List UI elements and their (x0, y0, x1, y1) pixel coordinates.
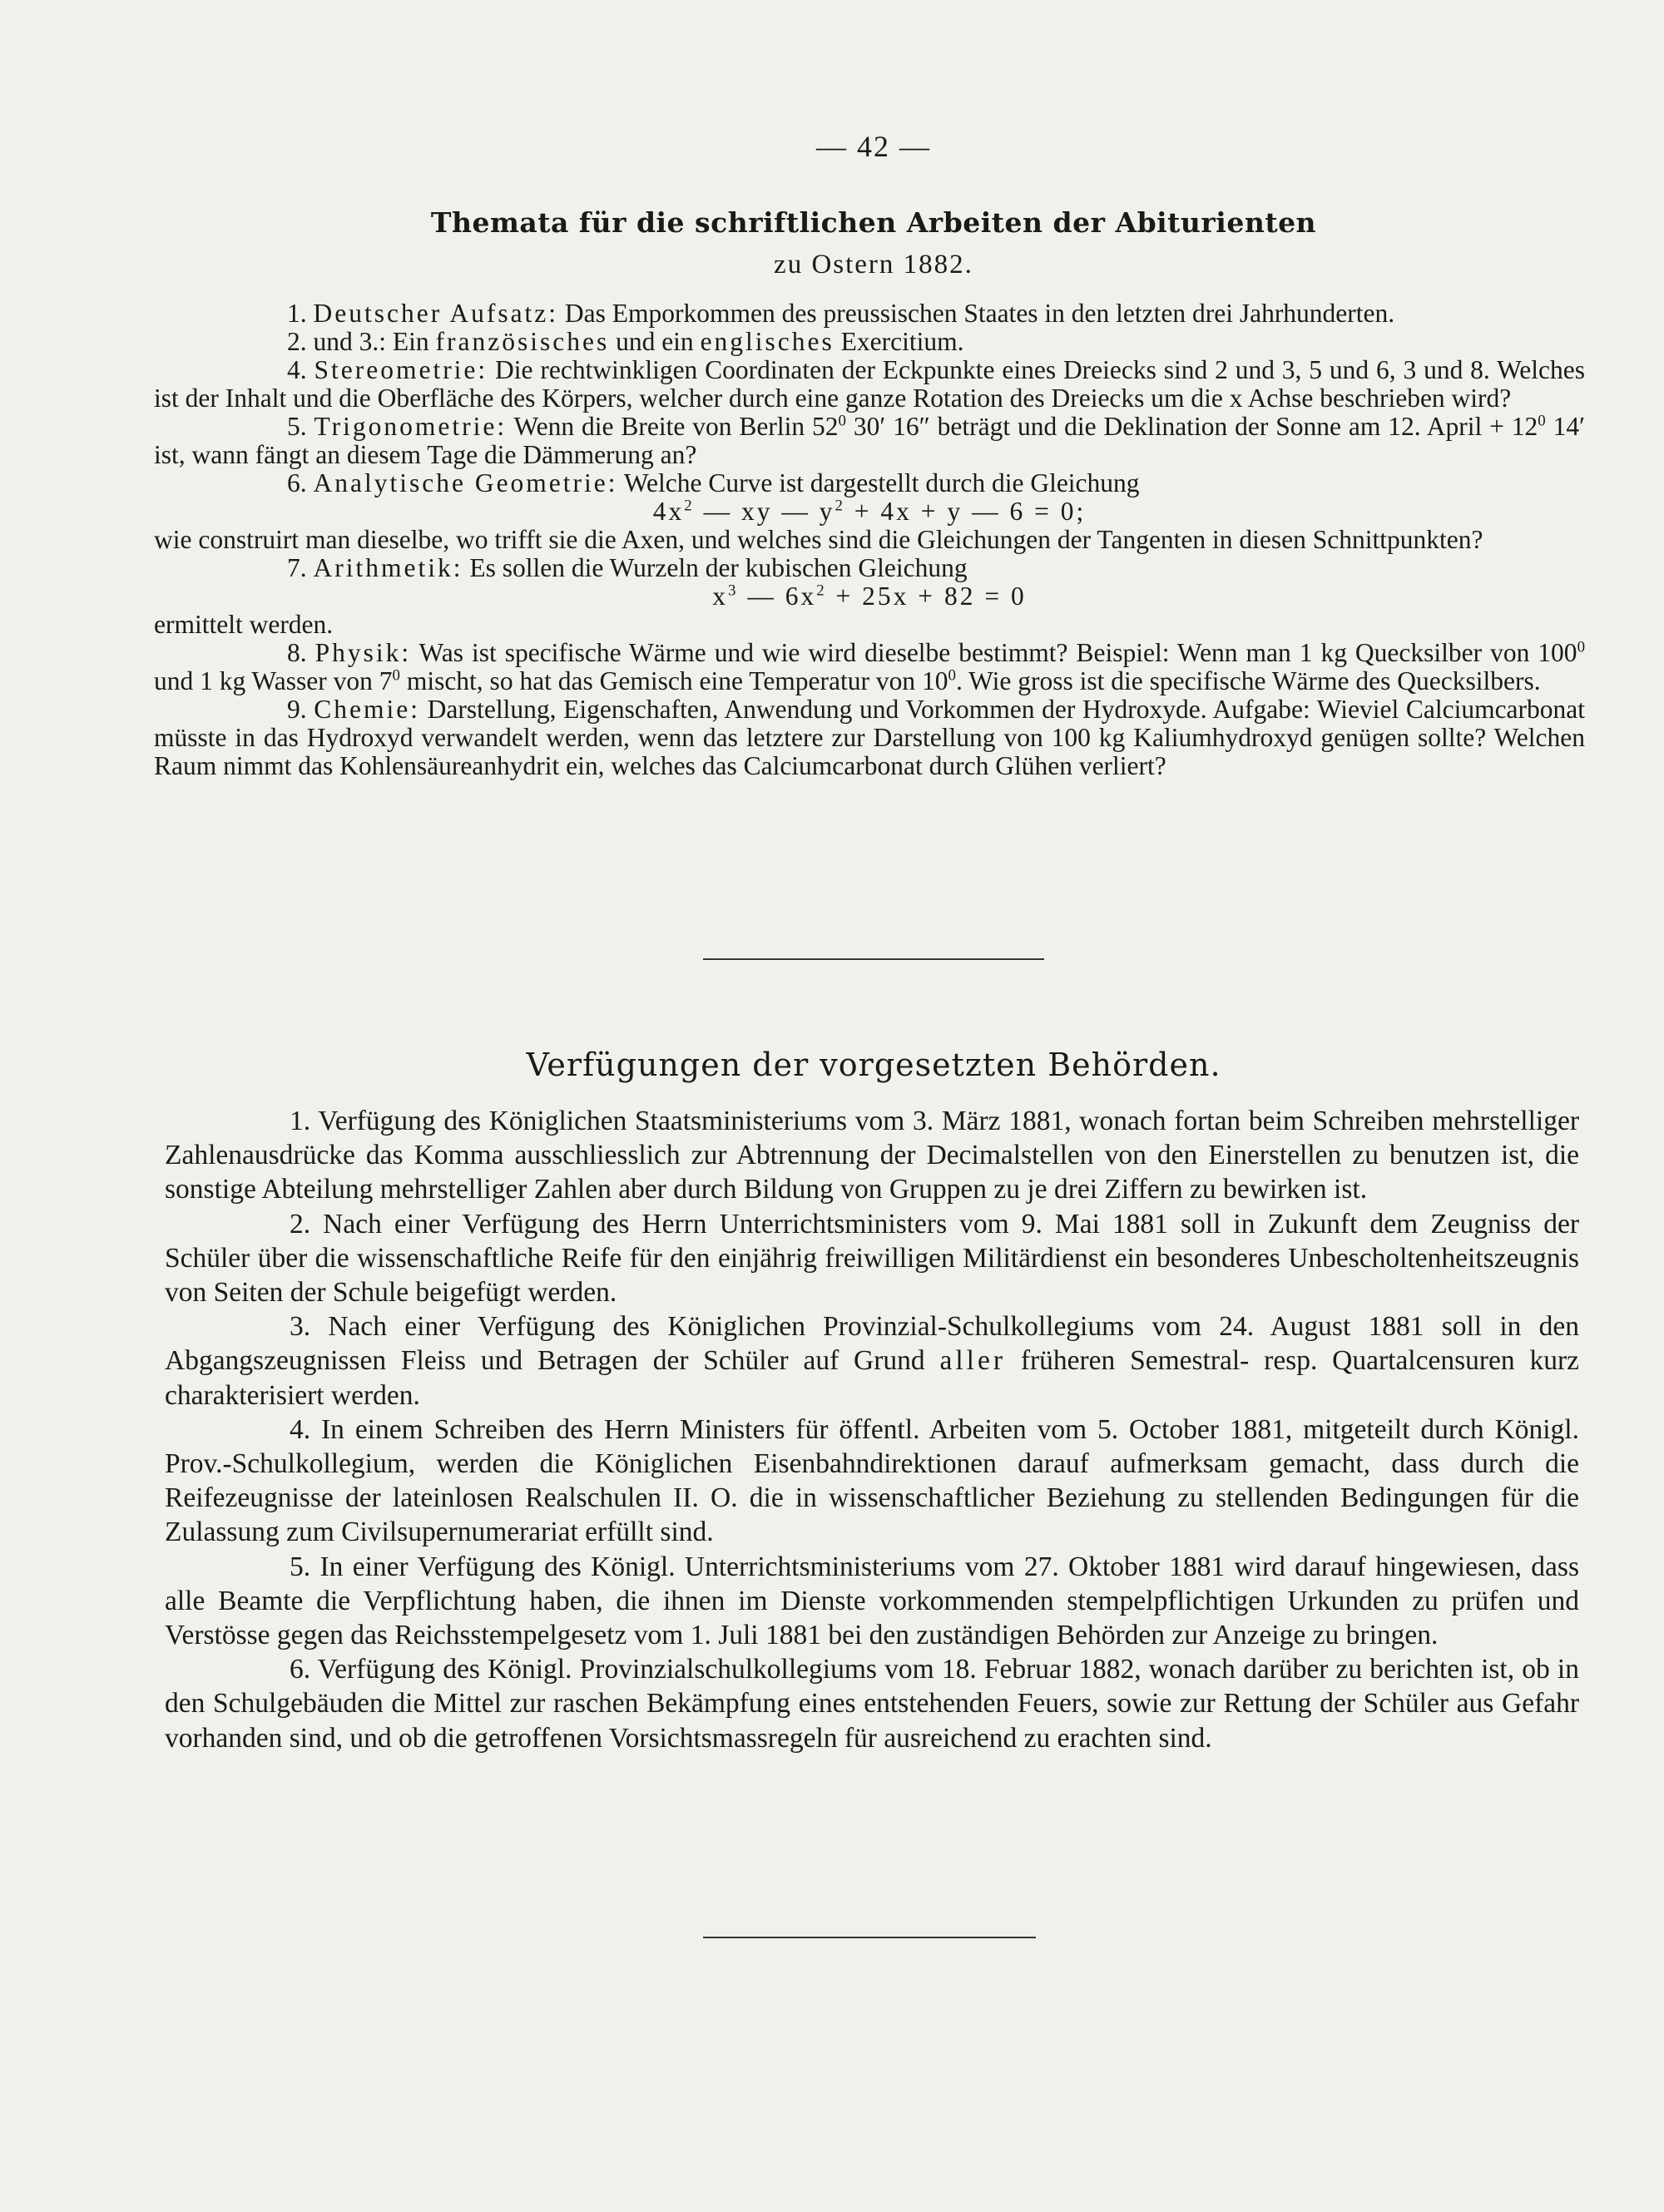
directive-item-6: 6. Verfügung des Königl. Provinzialschulkollegiums vom 18. Februar 1882, wonach darüber zu berichten ist, ob in den Schulgebäuden die Mittel zur raschen Bekämpfung eines entstehenden Feuers, sowie zur Rettung der Schüler aus Gefahr vorhanden sind, und ob die getroffenen Vorsichtsmassregeln für ausreichend zu erachten sind. (165, 1654, 1579, 1754)
topic-item-9: 9. Chemie: Darstellung, Eigenschaften, Anwendung und Vorkommen der Hydroxyde. Aufgabe: Wieviel Calciumcarbonat müsste in das Hydroxyd verwandelt werden, wenn das letztere zur Darstellung von 100 kg Kaliumhydroxyd genügen sollte? Welchen Raum nimmt das Kohlensäureanhydrit ein, welches das Calciumcarbonat durch Glühen verliert? (154, 695, 1586, 780)
topic-item-6: 6. Analytische Geometrie: Welche Curve ist dargestellt durch die Gleichung (287, 468, 1140, 497)
directive-list (165, 1104, 1579, 1755)
directive-item-2: 2. Nach einer Verfügung des Herrn Unterrichtsministers vom 9. Mai 1881 soll in Zukunft dem Zeugniss der Schüler über die wissenschaftliche Reife für den einjährig freiwilligen Militärdienst ein besonderes Unbescholtenheitszeugnis von Seiten der Schule beigefügt werden. (165, 1208, 1579, 1309)
topic-item-6-equation: $4x^2$ — xy — $y^2 + 4x + y$ — 6 = 0; (652, 497, 1087, 526)
topic-item-1: 1. Deutscher Aufsatz: Das Emporkommen des preussischen Staates in den letzten drei Jahrhunderten. (287, 299, 1395, 328)
topic-item-2-3: 2. und 3.: Ein französisches und ein englisches Exercitium. (287, 327, 964, 356)
topic-item-7-equation: $x^3$ — $6x^2 + 25x + 82 = 0$ (712, 581, 1027, 611)
topic-item-7: 7. Arithmetik: Es sollen die Wurzeln der kubischen Gleichung (287, 553, 968, 582)
section-divider-1 (703, 958, 1044, 960)
exam-topic-list (154, 299, 1585, 780)
topic-item-8: 8. Physik: Was ist specifische Wärme und wie wird dieselbe bestimmt? Beispiel: Wenn man 1 kg Quecksilber von $100^0$ und 1 kg Wasser von $7^0$ mischt, so hat das Gemisch eine Temperatur von $10^0$. Wie gross ist die specifische Wärme des Quecksilbers. (154, 638, 1586, 695)
topic-item-5: 5. Trigonometrie: Wenn die Breite von Berlin $52^0$ 30′ 16″ beträgt und die Deklination der Sonne am 12. April + $12^0$ 14′ ist, wann fängt an diesem Tage die Dämmerung an? (154, 412, 1586, 469)
section-divider-2 (703, 1937, 1036, 1938)
topic-item-6-continuation: wie construirt man dieselbe, wo trifft sie die Axen, und welches sind die Gleichungen der Tangenten in diesen Schnittpunkten? (154, 525, 1483, 554)
directive-item-3: 3. Nach einer Verfügung des Königlichen Provinzial-Schulkollegiums vom 24. August 1881 soll in den Abgangszeugnissen Fleiss und Betragen der Schüler auf Grund aller früheren Semestral- resp. Quartalcensuren kurz charakterisiert werden. (165, 1311, 1580, 1411)
exam-topics-title: Themata für die schriftlichen Arbeiten der Abiturienten (430, 206, 1317, 239)
page-number: — 42 — (816, 130, 931, 163)
topic-item-7-continuation: ermittelt werden. (154, 610, 334, 639)
topic-item-4: 4. Stereometrie: Die rechtwinkligen Coordinaten der Eckpunkte eines Dreiecks sind 2 und 3, 5 und 6, 3 und 8. Welches ist der Inhalt und die Oberfläche des Körpers, welcher durch eine ganze Rotation des Dreiecks um die x Achse beschrieben wird? (154, 355, 1585, 413)
directive-item-5: 5. In einer Verfügung des Königl. Unterrichtsministeriums vom 27. Oktober 1881 wird darauf hingewiesen, dass alle Beamte die Verpflichtung haben, die ihnen im Dienste vorkommenden stempelpflichtigen Urkunden zu prüfen und Verstösse gegen das Reichsstempelgesetz vom 1. Juli 1881 bei den zuständigen Behörden zur Anzeige zu bringen. (165, 1551, 1579, 1651)
directives-title: Verfügungen der vorgesetzten Behörden. (526, 1047, 1221, 1083)
exam-topics-subtitle: zu Ostern 1882. (774, 250, 973, 280)
directive-item-1: 1. Verfügung des Königlichen Staatsministeriums vom 3. März 1881, wonach fortan beim Schreiben mehrstelliger Zahlenausdrücke das Komma ausschliesslich zur Abtrennung der Decimalstellen von den Einerstellen zu benutzen ist, die sonstige Abteilung mehrstelliger Zahlen aber durch Bildung von Gruppen zu je drei Ziffern zu bewirken ist. (165, 1106, 1579, 1205)
directive-item-4: 4. In einem Schreiben des Herrn Ministers für öffentl. Arbeiten vom 5. October 1881, mitgeteilt durch Königl. Prov.-Schulkollegium, werden die Königlichen Eisenbahndirektionen darauf aufmerksam gemacht, dass durch die Reifezeugnisse der lateinlosen Realschulen II. O. die in wissenschaftlicher Beziehung zu stellenden Bedingungen für die Zulassung zum Civilsupernumerariat erfüllt sind. (165, 1413, 1579, 1548)
